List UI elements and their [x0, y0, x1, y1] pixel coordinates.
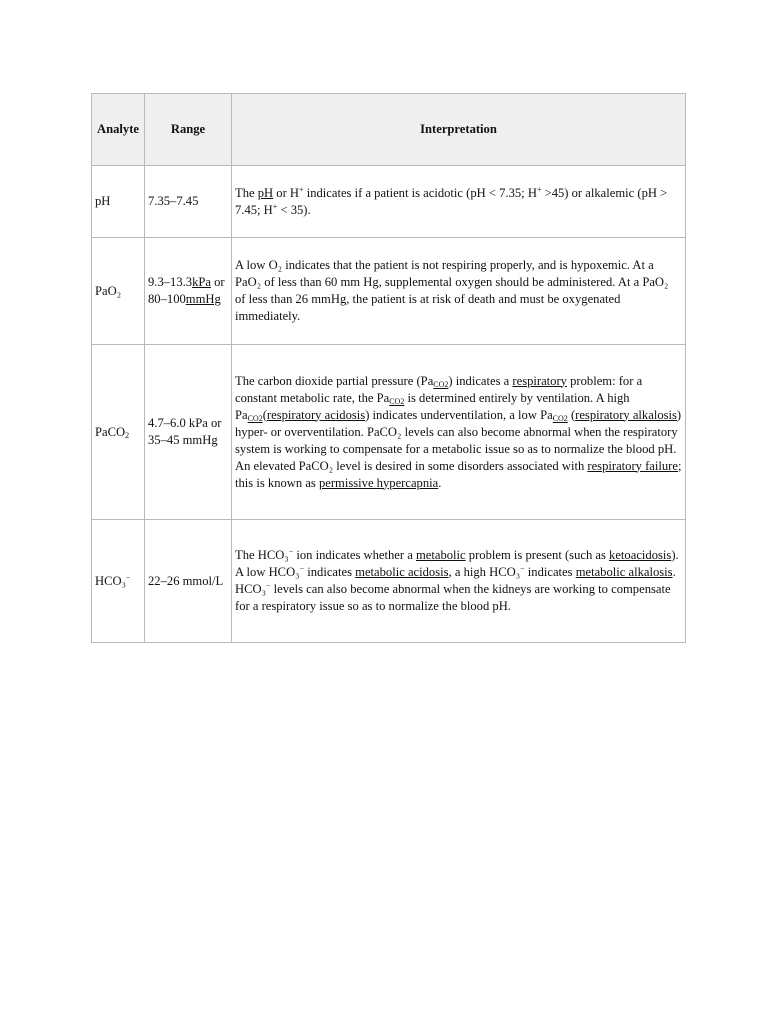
co2-subscript-link[interactable]: CO2: [552, 413, 568, 423]
range-value: 9.3–13.3: [148, 275, 193, 289]
text-run: ) indicates underventilation, a low Pa: [365, 407, 553, 422]
text-run: problem is present (such as: [465, 548, 610, 562]
analyte-cell-hco3: [92, 520, 145, 643]
superscript: +: [536, 184, 542, 194]
ph-link[interactable]: pH: [257, 185, 274, 200]
text-run: . HCO₃: [235, 565, 676, 596]
kpa-link[interactable]: kPa: [192, 275, 211, 289]
range-cell-paco2: [145, 345, 232, 520]
text-run: A low O₂ indicates that the patient is not respiring properly, and is hypoxemic. At a PaO₂ of less than 60 mm Hg, supplemental oxygen should be administered. At a PaO₂ of less than 26 mmHg, the patient is at risk of death and must be oxygenated immediately.: [235, 258, 669, 323]
range-value: 7.35–7.45: [148, 194, 199, 208]
range-cell-hco3: [145, 520, 232, 643]
text-run: The HCO₃: [235, 548, 289, 562]
analyte-name: HCO₃: [95, 573, 126, 588]
text-run: indicates if a patient is acidotic (pH < 7.35; H: [303, 185, 537, 200]
superscript: −: [520, 564, 525, 573]
text-run: ; this is known as: [235, 458, 682, 490]
text-run: ) hyper- or overventilation. PaCO₂ levels can also become abnormal when the respiratory system is working to compensate for a metabolic issue so as to normalize the blood pH. An elevated PaCO₂ level is desired in some disorders associated with: [235, 407, 682, 473]
analyte-cell-paco2: [92, 345, 145, 520]
header-interpretation: Interpretation: [232, 94, 686, 166]
respiratory-link[interactable]: respiratory: [512, 373, 567, 388]
header-analyte: Analyte: [92, 94, 145, 166]
ketoacidosis-link[interactable]: ketoacidosis: [609, 548, 672, 562]
co2-subscript-link[interactable]: CO2: [389, 396, 405, 406]
range-cell-ph: [145, 166, 232, 238]
superscript: −: [299, 564, 305, 573]
text-run: is determined entirely by ventilation. A high Pa: [235, 390, 630, 422]
co2-subscript-link[interactable]: CO2: [247, 413, 263, 423]
subscript: 2: [125, 430, 130, 440]
text-run: ). A low HCO₃: [235, 548, 679, 579]
text-run: ion indicates whether a: [293, 548, 416, 562]
analyte-name: PaO₂: [95, 283, 122, 298]
text-run: The: [235, 185, 258, 200]
text-run: (: [567, 407, 576, 422]
text-run: < 35).: [277, 202, 311, 217]
table-header-row: [92, 94, 686, 166]
text-run: levels can also become abnormal when the kidneys are working to compensate for a respiratory issue so as to normalize the blood pH.: [235, 582, 671, 613]
analyte-name: PaCO: [95, 424, 126, 439]
analyte-cell-ph: [92, 166, 145, 238]
interpretation-cell-paco2: [232, 345, 686, 520]
superscript: −: [265, 581, 271, 590]
interpretation-cell-pao2: [232, 238, 686, 345]
table-row-ph: [92, 166, 686, 238]
interpretation-cell-hco3: [232, 520, 686, 643]
range-value: or 80–100: [148, 275, 225, 306]
range-value: 4.7–6.0 kPa or 35–45 mmHg: [148, 416, 222, 447]
table-row-paco2: [92, 345, 686, 520]
interpretation-cell-ph: [232, 166, 686, 238]
text-run: indicates: [524, 565, 576, 579]
respiratory-alkalosis-link[interactable]: respiratory alkalosis: [575, 407, 677, 422]
co2-subscript-link[interactable]: CO2: [433, 379, 449, 389]
text-run: The carbon dioxide partial pressure (Pa: [235, 373, 434, 388]
text-run: problem: for a constant metabolic rate, the Pa: [235, 373, 643, 405]
superscript: −: [125, 572, 131, 582]
respiratory-acidosis-link[interactable]: respiratory acidosis: [266, 407, 366, 422]
range-cell-pao2: [145, 238, 232, 345]
mmhg-link[interactable]: mmHg: [185, 292, 221, 306]
permissive-hypercapnia-link[interactable]: permissive hypercapnia: [318, 475, 439, 490]
table-row-pao2: [92, 238, 686, 345]
text-run: , a high HCO₃: [448, 565, 521, 579]
analyte-cell-pao2: [92, 238, 145, 345]
analyte-name: pH: [95, 194, 111, 208]
text-run: >45) or alkalemic (pH > 7.45; H: [235, 185, 668, 217]
range-value: 22–26 mmol/L: [148, 573, 224, 588]
superscript: +: [272, 201, 278, 211]
abg-reference-table: [91, 93, 686, 643]
superscript: −: [288, 547, 294, 556]
respiratory-failure-link[interactable]: respiratory failure: [587, 458, 678, 473]
metabolic-acidosis-link[interactable]: metabolic acidosis: [355, 565, 449, 579]
metabolic-alkalosis-link[interactable]: metabolic alkalosis: [575, 565, 673, 579]
text-run: (: [262, 407, 267, 422]
header-range: Range: [145, 94, 232, 166]
text-run: indicates: [304, 565, 356, 579]
text-run: or H: [273, 185, 300, 200]
text-run: ) indicates a: [448, 373, 513, 388]
text-run: .: [438, 475, 442, 490]
metabolic-link[interactable]: metabolic: [415, 548, 466, 562]
table-row-hco3: [92, 520, 686, 643]
superscript: +: [299, 184, 304, 194]
